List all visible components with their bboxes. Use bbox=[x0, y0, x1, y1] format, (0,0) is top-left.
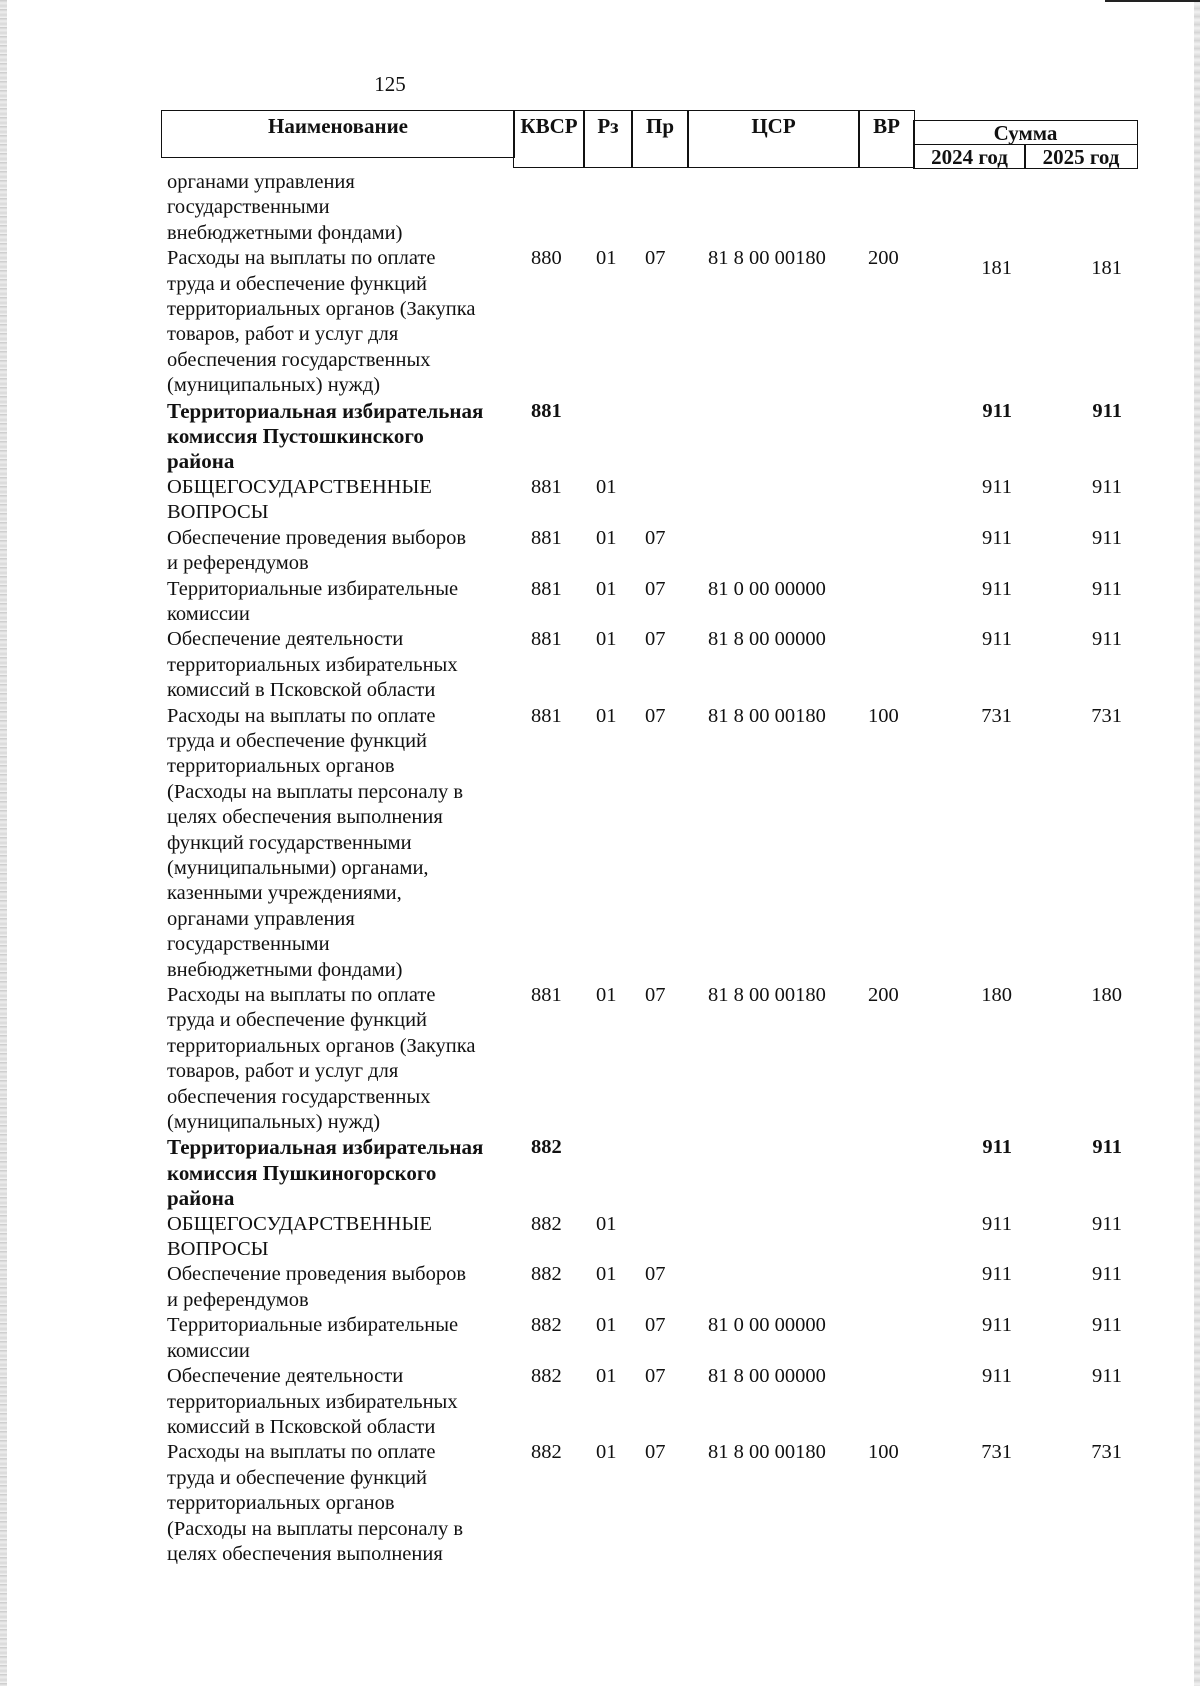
cell-sum-2024: 181 bbox=[981, 257, 1012, 280]
cell-sum-2024: 911 bbox=[982, 577, 1012, 600]
cell-csr: 81 8 00 00180 bbox=[708, 247, 826, 270]
cell-kvsr: 882 bbox=[531, 1314, 562, 1337]
table-header bbox=[161, 110, 1138, 170]
table-row bbox=[0, 475, 1200, 526]
cell-kvsr: 881 bbox=[531, 704, 562, 727]
cell-csr: 81 0 00 00000 bbox=[708, 1314, 826, 1337]
cell-csr: 81 8 00 00000 bbox=[708, 628, 826, 651]
cell-kvsr: 880 bbox=[531, 247, 562, 270]
cell-sum-2024: 911 bbox=[982, 1212, 1012, 1235]
cell-sum-2025: 911 bbox=[1092, 1136, 1122, 1159]
table-row bbox=[0, 170, 1200, 246]
cell-name: ОБЩЕГОСУДАРСТВЕННЫЕ ВОПРОСЫ bbox=[167, 1212, 432, 1261]
table-row bbox=[0, 1313, 1200, 1364]
table-row bbox=[0, 1135, 1200, 1211]
header-vr: ВР bbox=[858, 110, 915, 168]
cell-sum-2025: 731 bbox=[1091, 704, 1122, 727]
cell-sum-2024: 911 bbox=[982, 1263, 1012, 1286]
table-body bbox=[0, 170, 1200, 1567]
table-row bbox=[0, 704, 1200, 983]
cell-name: Территориальные избирательные комиссии bbox=[167, 577, 459, 625]
cell-rz: 01 bbox=[596, 1212, 617, 1235]
cell-sum-2024: 731 bbox=[981, 1441, 1012, 1464]
table-row bbox=[0, 577, 1200, 628]
cell-rz: 01 bbox=[596, 1263, 617, 1286]
cell-kvsr: 881 bbox=[531, 399, 562, 422]
cell-pr: 07 bbox=[645, 526, 666, 549]
cell-sum-2025: 731 bbox=[1091, 1441, 1122, 1464]
header-csr: ЦСР bbox=[687, 110, 860, 168]
cell-sum-2025: 911 bbox=[1092, 526, 1122, 549]
cell-name: Расходы на выплаты по оплате труда и обеспечение функций территориальных органов (Закупка товаров, работ и услуг для обеспечения государственных (муниципальных) нужд) bbox=[167, 984, 476, 1134]
cell-pr: 07 bbox=[645, 984, 666, 1006]
cell-kvsr: 882 bbox=[531, 1441, 562, 1464]
cell-sum-2025: 911 bbox=[1092, 577, 1122, 600]
cell-name: Территориальная избирательная комиссия Пустошкинского района bbox=[167, 398, 484, 474]
cell-kvsr: 881 bbox=[531, 577, 562, 600]
cell-sum-2025: 911 bbox=[1092, 399, 1122, 422]
cell-vr: 200 bbox=[868, 247, 899, 270]
header-pr: Пр bbox=[631, 110, 689, 168]
cell-kvsr: 881 bbox=[531, 628, 562, 651]
header-year-2025: 2025 год bbox=[1024, 144, 1138, 169]
cell-rz: 01 bbox=[596, 247, 617, 270]
table-row bbox=[0, 1262, 1200, 1313]
cell-kvsr: 882 bbox=[531, 1136, 562, 1159]
header-rz: Рз bbox=[583, 110, 633, 168]
cell-sum-2025: 911 bbox=[1092, 1263, 1122, 1286]
table-row bbox=[0, 399, 1200, 475]
cell-csr: 81 8 00 00000 bbox=[708, 1365, 826, 1388]
cell-kvsr: 882 bbox=[531, 1365, 562, 1388]
cell-sum-2024: 911 bbox=[982, 628, 1012, 651]
cell-sum-2024: 911 bbox=[982, 475, 1012, 498]
cell-sum-2025: 911 bbox=[1092, 1212, 1122, 1235]
cell-kvsr: 882 bbox=[531, 1212, 562, 1235]
cell-sum-2024: 180 bbox=[981, 984, 1012, 1006]
header-year-2024: 2024 год bbox=[913, 144, 1026, 169]
cell-name: Обеспечение деятельности территориальных избирательных комиссий в Псковской области bbox=[167, 1365, 458, 1438]
cell-sum-2025: 180 bbox=[1091, 984, 1122, 1006]
cell-kvsr: 881 bbox=[531, 526, 562, 549]
cell-kvsr: 881 bbox=[531, 475, 562, 498]
cell-name: Расходы на выплаты по оплате труда и обеспечение функций территориальных органов (Закупка товаров, работ и услуг для обеспечения государственных (муниципальных) нужд) bbox=[167, 247, 476, 397]
cell-csr: 81 0 00 00000 bbox=[708, 577, 826, 600]
cell-rz: 01 bbox=[596, 1314, 617, 1337]
cell-name: ОБЩЕГОСУДАРСТВЕННЫЕ ВОПРОСЫ bbox=[167, 475, 432, 524]
table-row bbox=[0, 627, 1200, 703]
cell-sum-2025: 911 bbox=[1092, 1314, 1122, 1337]
cell-vr: 100 bbox=[868, 1441, 899, 1464]
cell-pr: 07 bbox=[645, 1365, 666, 1388]
cell-pr: 07 bbox=[645, 1314, 666, 1337]
cell-rz: 01 bbox=[596, 1441, 617, 1464]
cell-name: Расходы на выплаты по оплате труда и обеспечение функций территориальных органов (Расходы на выплаты персоналу в целях обеспечения выполнения функций государственными (муниципальными) органами, казенными учреждениями, органами управления государственными внебюджетными фондами) bbox=[167, 704, 464, 981]
table-row bbox=[0, 246, 1200, 398]
cell-pr: 07 bbox=[645, 704, 666, 727]
cell-sum-2024: 731 bbox=[981, 704, 1012, 727]
cell-name: органами управления государственными внебюджетными фондами) bbox=[167, 171, 403, 244]
page-number-text: 125 bbox=[374, 72, 406, 96]
cell-name: Обеспечение деятельности территориальных избирательных комиссий в Псковской области bbox=[167, 628, 458, 702]
cell-rz: 01 bbox=[596, 704, 617, 727]
cell-sum-2024: 911 bbox=[982, 526, 1012, 549]
table-row bbox=[0, 983, 1200, 1135]
cell-name: Обеспечение проведения выборов и референдумов bbox=[167, 1263, 467, 1311]
header-sum: Сумма bbox=[913, 120, 1138, 145]
cell-sum-2025: 181 bbox=[1091, 257, 1122, 280]
cell-sum-2025: 911 bbox=[1092, 628, 1122, 651]
cell-name: Территориальные избирательные комиссии bbox=[167, 1314, 459, 1362]
cell-sum-2024: 911 bbox=[982, 1136, 1012, 1159]
cell-csr: 81 8 00 00180 bbox=[708, 704, 826, 727]
cell-rz: 01 bbox=[596, 628, 617, 651]
cell-sum-2024: 911 bbox=[982, 1314, 1012, 1337]
cell-rz: 01 bbox=[596, 984, 617, 1006]
cell-pr: 07 bbox=[645, 577, 666, 600]
header-kvsr: КВСР bbox=[513, 110, 585, 168]
cell-sum-2024: 911 bbox=[982, 399, 1012, 422]
page-number bbox=[0, 72, 1200, 97]
cell-name: Расходы на выплаты по оплате труда и обеспечение функций территориальных органов (Расходы на выплаты персоналу в целях обеспечения выполнения bbox=[167, 1441, 464, 1565]
cell-rz: 01 bbox=[596, 475, 617, 498]
cell-pr: 07 bbox=[645, 628, 666, 651]
scan-edge-top bbox=[1105, 0, 1200, 2]
cell-rz: 01 bbox=[596, 1365, 617, 1388]
cell-sum-2024: 911 bbox=[982, 1365, 1012, 1388]
cell-pr: 07 bbox=[645, 1263, 666, 1286]
cell-sum-2025: 911 bbox=[1092, 1365, 1122, 1388]
cell-rz: 01 bbox=[596, 577, 617, 600]
cell-csr: 81 8 00 00180 bbox=[708, 1441, 826, 1464]
table-row bbox=[0, 1364, 1200, 1440]
cell-rz: 01 bbox=[596, 526, 617, 549]
cell-kvsr: 881 bbox=[531, 984, 562, 1006]
cell-pr: 07 bbox=[645, 1441, 666, 1464]
cell-pr: 07 bbox=[645, 247, 666, 270]
header-name: Наименование bbox=[161, 110, 515, 158]
table-row bbox=[0, 1440, 1200, 1567]
cell-sum-2025: 911 bbox=[1092, 475, 1122, 498]
cell-name: Обеспечение проведения выборов и референдумов bbox=[167, 526, 467, 575]
table-row bbox=[0, 1212, 1200, 1263]
table-row bbox=[0, 526, 1200, 577]
cell-kvsr: 882 bbox=[531, 1263, 562, 1286]
cell-vr: 100 bbox=[868, 704, 899, 727]
cell-csr: 81 8 00 00180 bbox=[708, 984, 826, 1006]
cell-name: Территориальная избирательная комиссия Пушкиногорского района bbox=[167, 1135, 484, 1211]
cell-vr: 200 bbox=[868, 984, 899, 1006]
